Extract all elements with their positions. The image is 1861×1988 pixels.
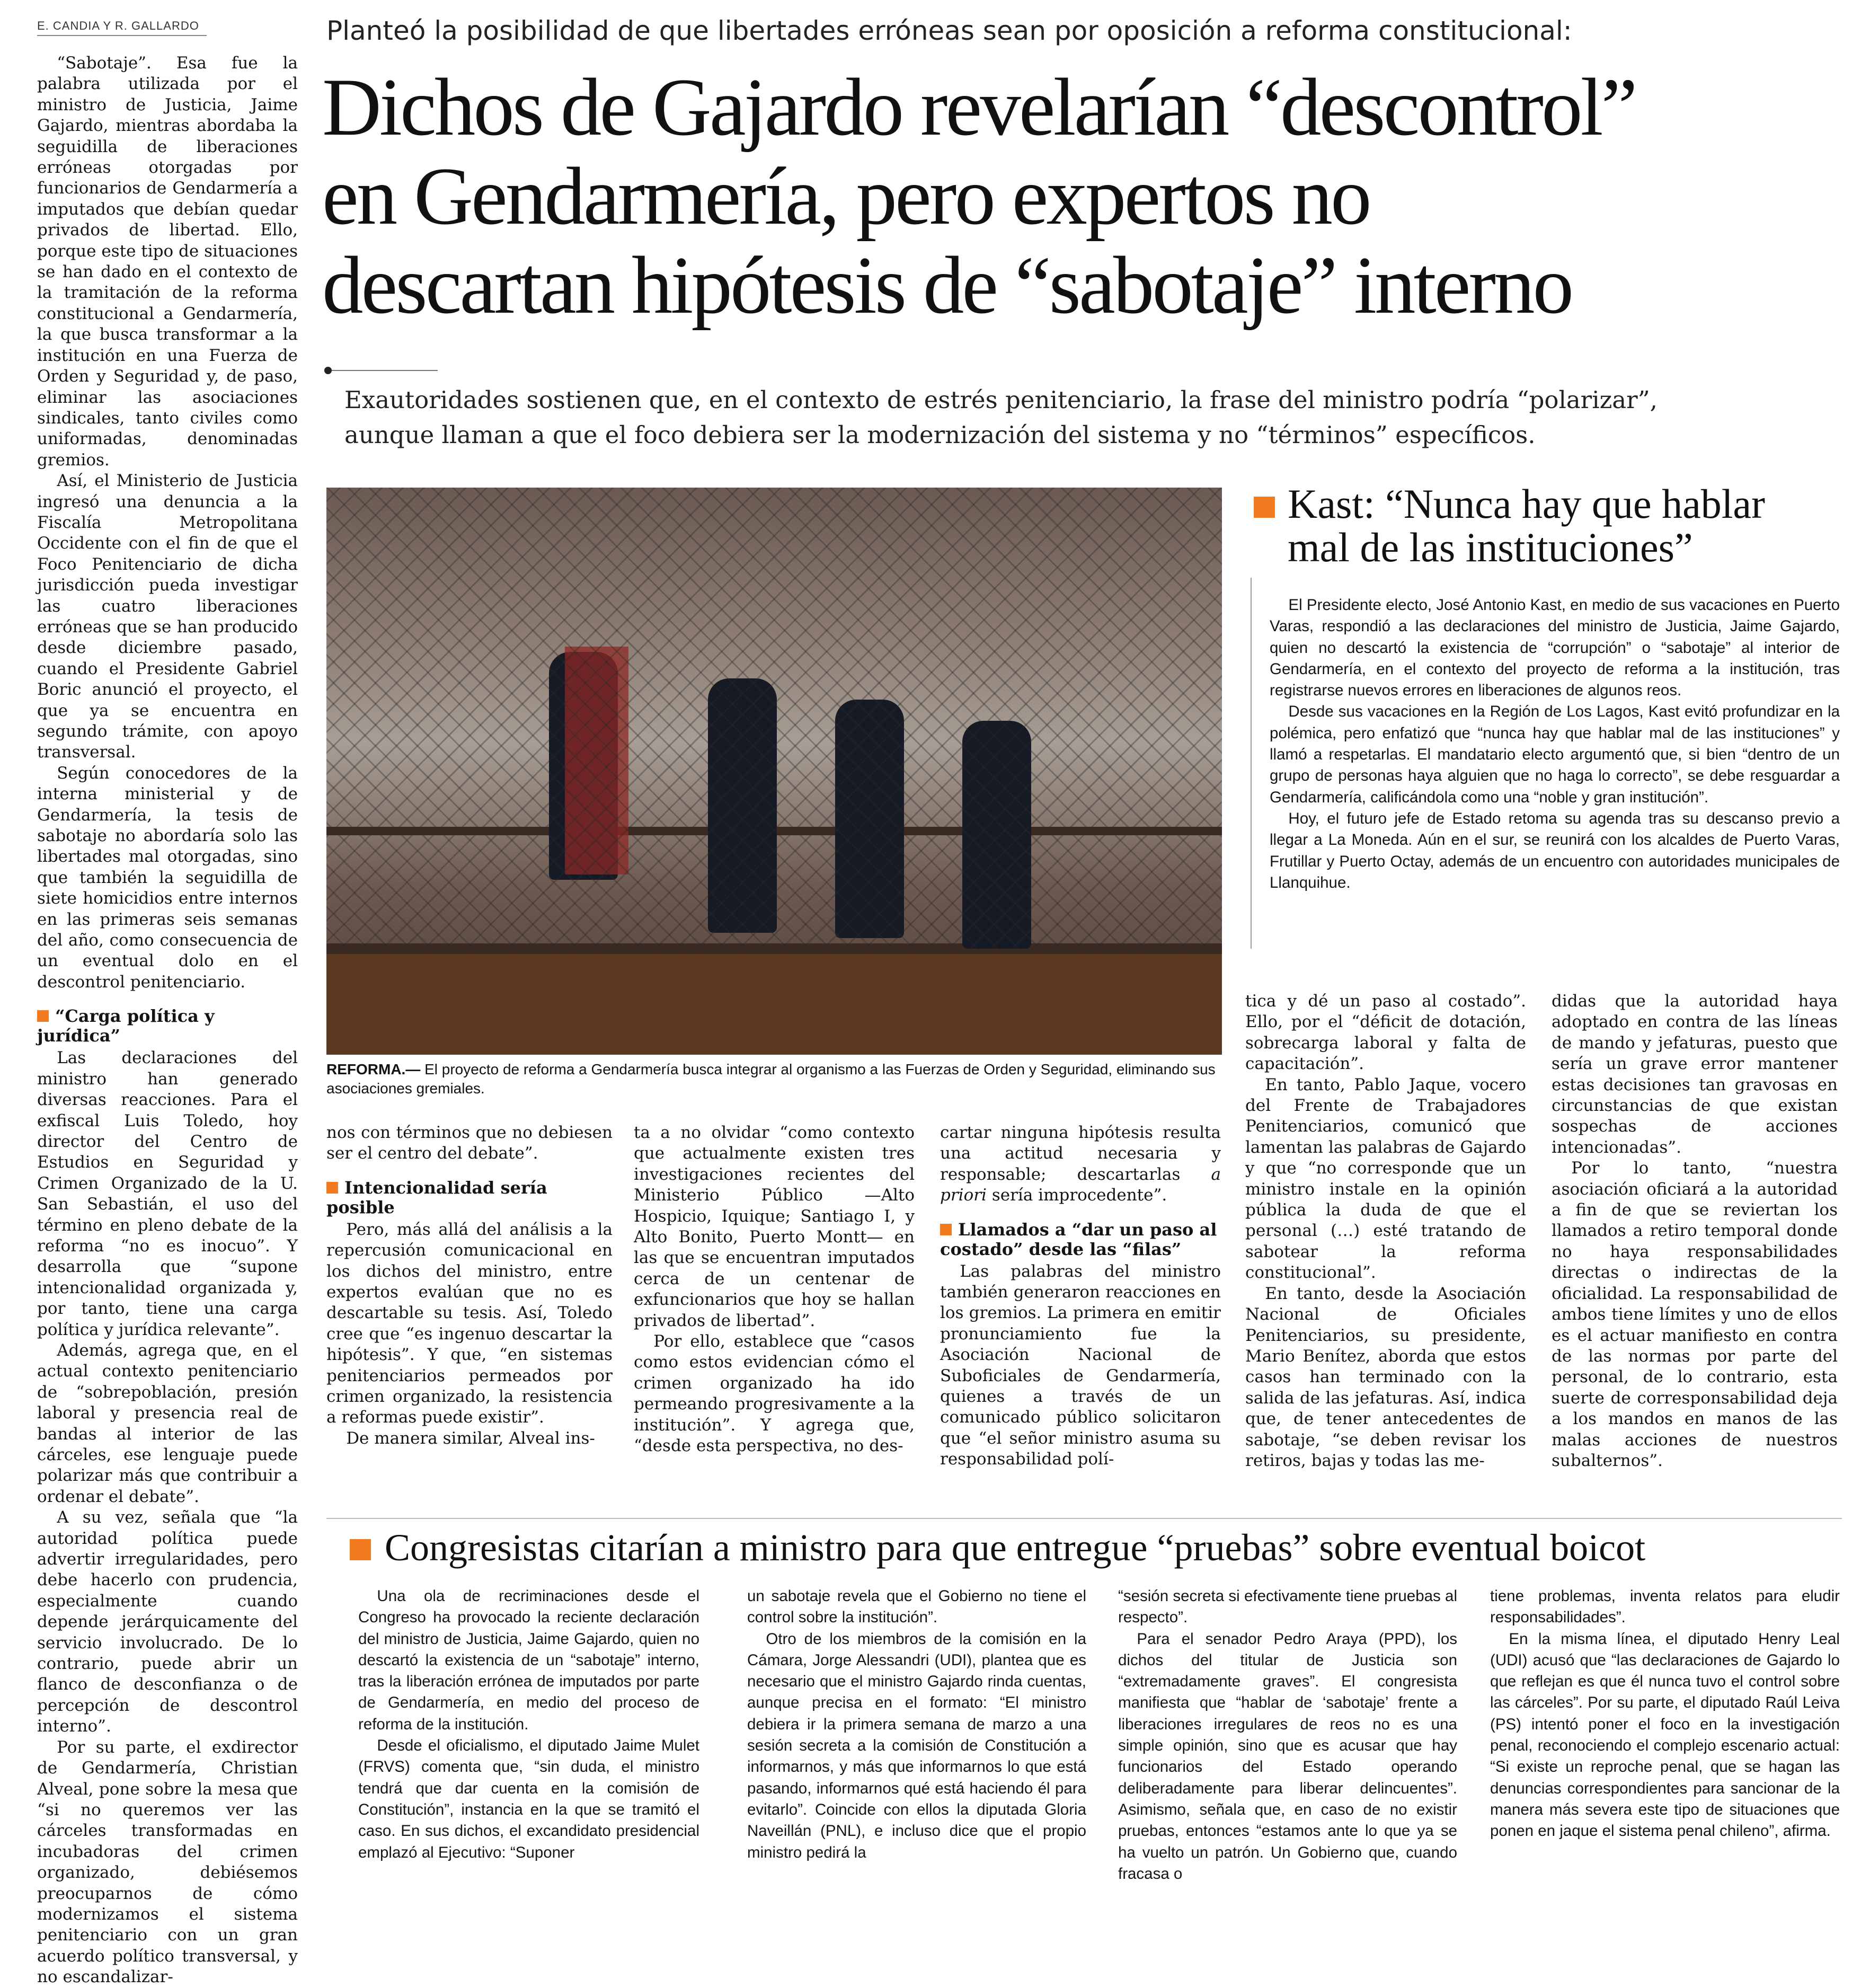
paragraph: Por ello, establece que “casos como estos evidencian cómo el crimen organizado ha ido permeando progresivamente a la institución”. Y agrega que, “desde esta perspectiva, no des- xyxy=(634,1332,915,1456)
paragraph: Por lo tanto, “nuestra asociación oficiará a la autoridad a fin de que se reviertan los llamados a retiro temporal donde no haya responsabilidades directas o indirectas de la oficialidad. La responsabilidad de ambos tiene límites y uno de ellos es el actuar manifiesto en contra de las normas por parte del personal, de lo contrario, esta suerte de corresponsabilidad deja a los mandos en manos de las malas acciones de nuestros subalternos”. xyxy=(1552,1159,1838,1470)
deck-line-2: aunque llaman a que el foco debiera ser la modernización del sistema y no “términos” específicos. xyxy=(344,421,1536,449)
paragraph: En la misma línea, el diputado Henry Leal (UDI) acusó que “las declaraciones de Gajardo lo que reflejan es que él nunca tuvo el control sobre las cárceles”. Por su parte, el diputado Raúl Leiva (PS) intentó poner el foco en la investigación penal, reconociendo el complejo escenario actual: “Si existe un reproche penal, que se hagan las denuncias correspondientes para sancionar de la manera más severa este tipo de situaciones que ponen en jaque el sistema penal chileno”, afirma. xyxy=(1490,1630,1840,1840)
column-a xyxy=(326,1123,613,1449)
paragraph: Así, el Ministerio de Justicia ingresó una denuncia a la Fiscalía Metropolitana Occidente con el fin de que el Foco Penitenciario de dicha jurisdicción pueda investigar las cuatro liberaciones erróneas que se han producido desde diciembre pasado, cuando el Presidente Gabriel Boric anunció el proyecto, el que ya se encuentra en segundo trámite, con apoyo transversal. xyxy=(37,471,298,762)
paragraph: tica y dé un paso al costado”. Ello, por el “déficit de dotación, sobrecarga laboral y falta de capacitación”. xyxy=(1245,992,1526,1074)
paragraph: ta a no olvidar “como contexto que actualmente existen tres investigaciones recientes del Ministerio Público —Alto Hospicio, Iquique; Santiago I, y Alto Bonito, Puerto Montt— en las que se encuentran imputados cerca de un centenar de exfuncionarios que hoy se hallan privados de libertad”. xyxy=(634,1123,915,1330)
paragraph: didas que la autoridad haya adoptado en contra de las líneas de mando y jefaturas, puesto que sería un grave error mantener estas decisiones tan gravosas en circunstancias de que existan sospechas de acciones intencionadas”. xyxy=(1552,992,1838,1157)
column-d xyxy=(1245,991,1526,1471)
bottom-title: Congresistas citarían a ministro para que entregue “pruebas” sobre eventual boicot xyxy=(350,1526,1645,1569)
orange-square-icon xyxy=(37,1010,49,1022)
paragraph: A su vez, señala que “la autoridad política puede advertir irregularidades, pero debe hacerlo con prudencia, especialmente cuando depende jerárquicamente del servicio involucrado. De lo contrario, puede abrir un flanco de desconfianza o de percepción de descontrol interno”. xyxy=(37,1508,298,1736)
bottom-column-1 xyxy=(358,1586,699,1863)
orange-square-icon xyxy=(326,1182,338,1194)
paragraph: Desde el oficialismo, el diputado Jaime Mulet (FRVS) comenta que, “sin duda, el ministro tendrá que dar cuenta en la comisión de Constitución”, instancia en la que se tramitó el caso. En sus dichos, el excandidato presidencial emplazó al Ejecutivo: “Suponer xyxy=(358,1737,699,1861)
orange-square-icon xyxy=(1254,497,1275,518)
kicker: Planteó la posibilidad de que libertades erróneas sean por oposición a reforma constitucional: xyxy=(326,15,1572,46)
photo-bridge-base xyxy=(326,954,1222,1055)
bottom-divider xyxy=(326,1518,1842,1519)
paragraph: Para el senador Pedro Araya (PPD), los dichos del titular de Justicia son “extremadamente graves”. El congresista manifiesta que “hablar de ‘sabotaje’ frente a liberaciones irregulares de reos no es una simple opinión, sino que es acusar que hay funcionarios del Estado operando deliberadamente para liberar delincuentes”. Asimismo, señala que, en caso de no existir pruebas, entonces “estamos ante lo que ya se ha vuelto un patrón. Un Gobierno que, cuando fracasa o xyxy=(1118,1630,1457,1883)
sidebar-body xyxy=(1270,595,1840,894)
paragraph: tiene problemas, inventa relatos para eludir responsabilidades”. xyxy=(1490,1587,1840,1627)
paragraph: En tanto, Pablo Jaque, vocero del Frente de Trabajadores Penitenciarios, comunicó que lamentan las palabras de Gajardo y que “no corresponde que un ministro instale en la opinión pública la duda de que el personal (…) esté tratando de sabotear la reforma constitucional”. xyxy=(1245,1075,1526,1283)
paragraph: cartar ninguna hipótesis resulta una actitud necesaria y responsable; descartarlas a priori sería improcedente”. xyxy=(940,1123,1221,1205)
sidebar-title-line-2: mal de las instituciones” xyxy=(1288,524,1693,570)
paragraph: Desde sus vacaciones en la Región de Los Lagos, Kast evitó profundizar en la polémica, pero enfatizó que “nunca hay que hablar mal de las instituciones” y llamó a respetarlas. El mandatario electo argumentó que, si bien “dentro de un grupo de personas haya alguien que no haga lo correcto”, se debe resguardar a Gendarmería, calificándola como una “noble y gran institución”. xyxy=(1270,703,1840,806)
headline-line-2: en Gendarmería, pero expertos no xyxy=(322,151,1370,242)
headline xyxy=(322,63,1635,330)
paragraph: Las palabras del ministro también generaron reacciones en los gremios. La primera en emitir pronunciamiento fue la Asociación Nacional de Suboficiales de Gendarmería, quienes a través de un comunicado público solicitaron que “el señor ministro asuma su responsabilidad polí- xyxy=(940,1261,1221,1469)
paragraph: “Sabotaje”. Esa fue la palabra utilizada por el ministro de Justicia, Jaime Gajardo, mientras abordaba la seguidilla de liberaciones erróneas otorgadas por funcionarios de Gendarmería a imputados que debían quedar privados de libertad. Ello, porque este tipo de situaciones se han dado en el contexto de la tramitación de la reforma constitucional a Gendarmería, la que busca transformar a la institución en una Fuerza de Orden y Seguridad y, de paso, eliminar las asociaciones sindicales, tanto civiles como uniformadas, denominadas gremios. xyxy=(37,54,298,470)
orange-square-icon xyxy=(350,1539,371,1560)
divider xyxy=(332,370,438,371)
left-column xyxy=(37,53,298,1988)
photo-guards-walkway xyxy=(326,488,1222,1055)
bottom-column-2 xyxy=(747,1586,1086,1863)
paragraph: Otro de los miembros de la comisión en la Cámara, Jorge Alessandri (UDI), plantea que es necesario que el ministro Gajardo rinda cuentas, aunque precisa en el formato: “El ministro debiera ir la primera semana de marzo a una sesión secreta a la comisión de Constitución a informarnos, y más que informarnos lo que está pasando, informarnos qué está haciendo él para evitarlo”. Coincide con ellos la diputada Gloria Naveillán (PNL), e incluso dice que el propio ministro pedirá la xyxy=(747,1630,1086,1861)
bottom-column-4 xyxy=(1490,1586,1840,1842)
paragraph: Por su parte, el exdirector de Gendarmería, Christian Alveal, pone sobre la mesa que “si no queremos ver las cárceles transformadas en incubadoras del crimen organizado, debiésemos preocuparnos de cómo modernizamos el sistema penitenciario con un gran acuerdo político transversal, y no escandalizar- xyxy=(37,1737,298,1987)
paragraph: De manera similar, Alveal ins- xyxy=(346,1428,595,1448)
subhead-llamados: Llamados a “dar un paso al costado” desde las “filas” xyxy=(940,1219,1217,1259)
subhead-carga-politica: “Carga política y jurídica” xyxy=(37,1006,215,1046)
column-b xyxy=(634,1123,915,1457)
column-e xyxy=(1552,991,1838,1471)
column-c xyxy=(940,1123,1221,1470)
photo-caption xyxy=(326,1060,1222,1098)
paragraph: Pero, más allá del análisis a la repercusión comunicacional en los dichos del ministro, entre expertos evalúan que no es descartable su tesis. Así, Toledo cree que “es ingenuo descartar la hipótesis”. Y que, “en sistemas penitenciarios permeados por crimen organizado, la resistencia a reformas puede existir”. xyxy=(326,1220,613,1427)
deck xyxy=(344,383,1658,453)
orange-square-icon xyxy=(940,1224,952,1235)
byline: E. CANDIA Y R. GALLARDO xyxy=(37,19,207,36)
sidebar-rule xyxy=(1251,578,1252,949)
headline-line-3: descartan hipótesis de “sabotaje” interno xyxy=(322,240,1572,331)
paragraph: Según conocedores de la interna ministerial y de Gendarmería, la tesis de sabotaje no abordaría solo las libertades mal otorgadas, sino que también la seguidilla de siete homicidios entre internos en las primeras seis semanas del año, como consecuencia de un eventual dolo en el descontrol penitenciario. xyxy=(37,763,298,992)
caption-label: REFORMA.— xyxy=(326,1061,421,1077)
sidebar-kast xyxy=(1254,482,1838,569)
bullet-dot-icon xyxy=(324,367,332,374)
paragraph: Las declaraciones del ministro han generado diversas reacciones. Para el exfiscal Luis Toledo, hoy director del Centro de Estudios en Seguridad y Crimen Organizado de la U. San Sebastián, el uso del término en pleno debate de la reforma “no es inocuo”. Y desarrolla que “supone intencionalidad organizada y, por tanto, tiene una carga política y jurídica relevante”. xyxy=(37,1048,298,1339)
paragraph: El Presidente electo, José Antonio Kast, en medio de sus vacaciones en Puerto Varas, respondió a las declaraciones del ministro de Justicia, Jaime Gajardo, quien no descartó la existencia de “corrupción” o “sabotaje” al interior de Gendarmería, en el contexto del proyecto de reforma a la institución, tras registrarse nuevos errores en liberaciones de algunos reos. xyxy=(1270,596,1840,700)
paragraph: En tanto, desde la Asociación Nacional de Oficiales Penitenciarios, su presidente, Mario Benítez, aborda que estos casos han terminado con la salida de las jefaturas. Así, indica que, de tener antecedentes de sabotaje, “se deben revisar los retiros, bajas y todas las me- xyxy=(1245,1284,1526,1470)
subhead-intencionalidad: Intencionalidad sería posible xyxy=(326,1177,547,1217)
headline-line-1: Dichos de Gajardo revelarían “descontrol” xyxy=(322,61,1636,153)
sidebar-title: Kast: “Nunca hay que hablar xyxy=(1254,482,1838,526)
paragraph: “sesión secreta si efectivamente tiene pruebas al respecto”. xyxy=(1118,1587,1457,1627)
paragraph: Una ola de recriminaciones desde el Congreso ha provocado la reciente declaración del ministro de Justicia, Jaime Gajardo, quien no descartó la existencia de un “sabotaje” interno, tras la liberación errónea de imputados por parte de Gendarmería, en medio del proceso de reforma de la institución. xyxy=(358,1587,699,1733)
caption-text: El proyecto de reforma a Gendarmería busca integrar al organismo a las Fuerzas de Orden y Seguridad, eliminando sus asociaciones gremiales. xyxy=(326,1061,1216,1097)
bottom-column-3 xyxy=(1118,1586,1457,1885)
deck-line-1: Exautoridades sostienen que, en el contexto de estrés penitenciario, la frase del ministro podría “polarizar”, xyxy=(344,386,1658,414)
paragraph: un sabotaje revela que el Gobierno no tiene el control sobre la institución”. xyxy=(747,1587,1086,1627)
paragraph: Hoy, el futuro jefe de Estado retoma su agenda tras su descanso previo a llegar a La Moneda. Aún en el sur, se reunirá con los alcaldes de Puerto Varas, Frutillar y Puerto Octay, además de un encuentro con autoridades municipales de Llanquihue. xyxy=(1270,809,1840,891)
paragraph: nos con términos que no debiesen ser el centro del debate”. xyxy=(326,1123,613,1163)
paragraph: Además, agrega que, en el actual contexto penitenciario de “sobrepoblación, presión laboral y presencia real de bandas al interior de las cárceles, ese lenguaje puede polarizar más que contribuir a ordenar el debate”. xyxy=(37,1340,298,1506)
